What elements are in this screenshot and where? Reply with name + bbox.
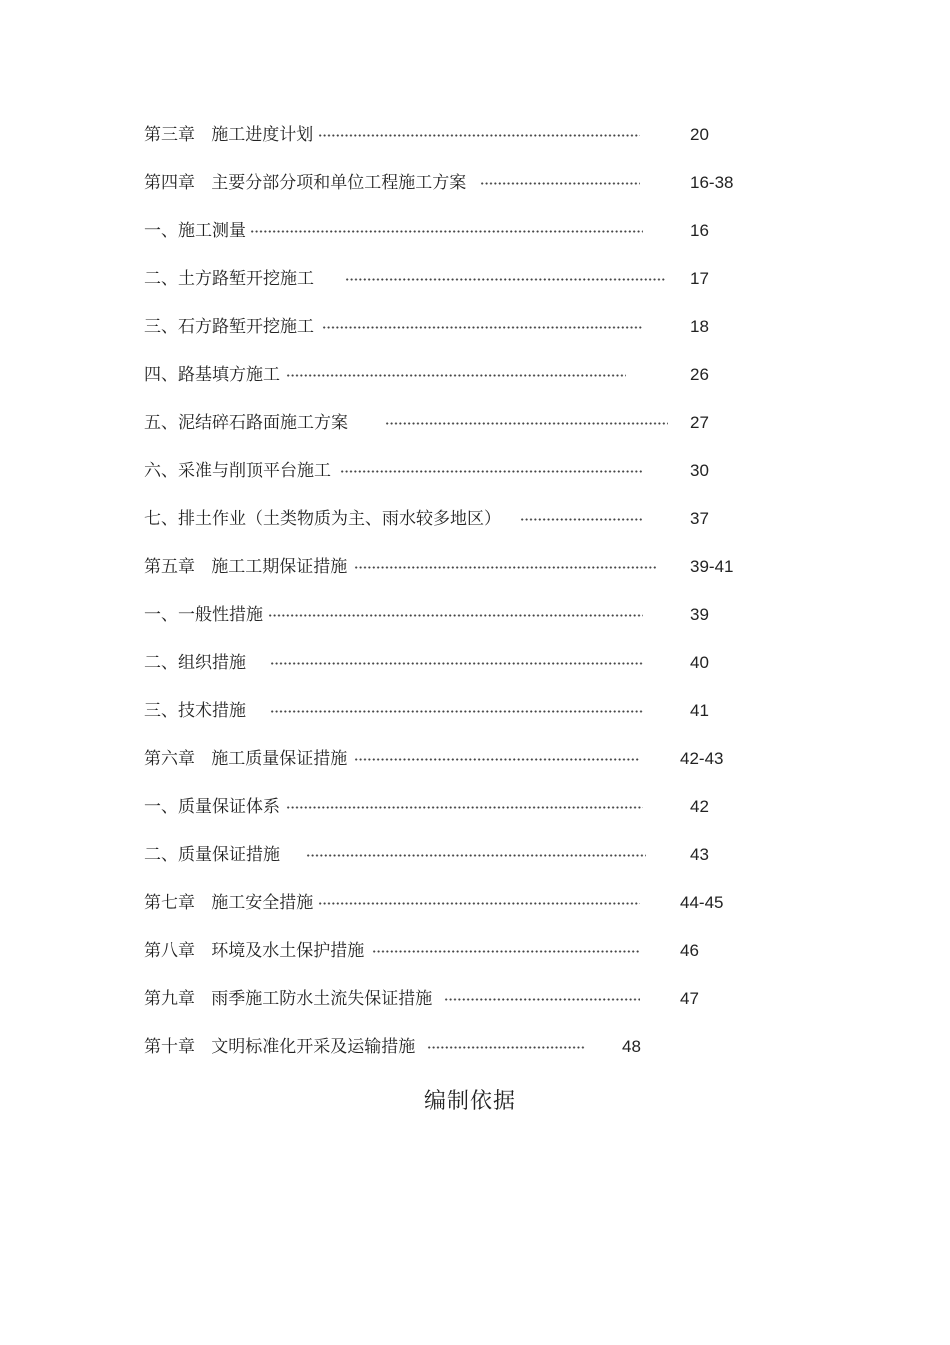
toc-entry xyxy=(0,698,950,724)
toc-entry-label: 第四章 主要分部分项和单位工程施工方案 xyxy=(144,173,467,193)
toc-entry-label: 一、质量保证体系 xyxy=(144,797,280,817)
toc-entry-label: 七、排土作业（土类物质为主、雨水较多地区） xyxy=(144,509,501,529)
toc-entry xyxy=(0,506,950,532)
toc-entry-ch7 xyxy=(0,890,950,916)
toc-entry-page: 26 xyxy=(690,365,709,384)
toc-entry-label: 第五章 施工工期保证措施 xyxy=(144,557,348,577)
dot-leader xyxy=(520,518,643,521)
toc-entry-label: 三、技术措施 xyxy=(144,701,246,721)
toc-entry-label: 二、质量保证措施 xyxy=(144,845,280,865)
dot-leader xyxy=(286,806,643,809)
toc-entry-page: 40 xyxy=(690,653,709,672)
toc-entry xyxy=(0,410,950,436)
toc-entry-ch9 xyxy=(0,986,950,1012)
toc-entry xyxy=(0,314,950,340)
toc-entry-label: 一、施工测量 xyxy=(144,221,246,241)
toc-entry-page: 41 xyxy=(690,701,709,720)
toc-entry xyxy=(0,650,950,676)
toc-entry xyxy=(0,266,950,292)
toc-entry-label: 五、泥结碎石路面施工方案 xyxy=(144,413,348,433)
toc-entry-ch4 xyxy=(0,170,950,196)
toc-entry-ch3 xyxy=(0,122,950,148)
toc-entry-label: 第六章 施工质量保证措施 xyxy=(144,749,348,769)
dot-leader xyxy=(480,182,640,185)
dot-leader xyxy=(286,374,626,377)
dot-leader xyxy=(372,950,640,953)
toc-entry-page: 37 xyxy=(690,509,709,528)
dot-leader xyxy=(340,470,643,473)
dot-leader xyxy=(354,758,640,761)
toc-entry-page: 43 xyxy=(690,845,709,864)
toc-entry-label: 第八章 环境及水土保护措施 xyxy=(144,941,365,961)
toc-entry-page: 39-41 xyxy=(690,557,734,576)
toc-entry-page: 42-43 xyxy=(680,749,724,768)
dot-leader xyxy=(345,278,665,281)
toc-entry-page: 18 xyxy=(690,317,709,336)
toc-entry-label: 第九章 雨季施工防水土流失保证措施 xyxy=(144,989,433,1009)
dot-leader xyxy=(322,326,643,329)
toc-entry-page: 16-38 xyxy=(690,173,734,192)
toc-entry xyxy=(0,362,950,388)
dot-leader xyxy=(270,710,643,713)
toc-entry-ch6 xyxy=(0,746,950,772)
toc-entry xyxy=(0,842,950,868)
toc-entry-page: 27 xyxy=(690,413,709,432)
dot-leader xyxy=(270,662,643,665)
dot-leader xyxy=(268,614,643,617)
toc-entry xyxy=(0,602,950,628)
dot-leader xyxy=(306,854,646,857)
toc-entry-page: 30 xyxy=(690,461,709,480)
toc-entry-page: 42 xyxy=(690,797,709,816)
toc-entry xyxy=(0,458,950,484)
toc-entry-label: 一、一般性措施 xyxy=(144,605,263,625)
toc-entry xyxy=(0,218,950,244)
toc-entry-label: 二、组织措施 xyxy=(144,653,246,673)
toc-entry-page: 48 xyxy=(622,1037,641,1056)
toc-entry-label: 六、采准与削顶平台施工 xyxy=(144,461,331,481)
toc-entry-page: 20 xyxy=(690,125,709,144)
toc-entry-label: 二、土方路堑开挖施工 xyxy=(144,269,314,289)
toc-entry-page: 17 xyxy=(690,269,709,288)
dot-leader xyxy=(444,998,640,1001)
toc-entry-ch8 xyxy=(0,938,950,964)
toc-entry-label: 第三章 施工进度计划 xyxy=(144,125,314,145)
toc-entry-label: 第十章 文明标准化开采及运输措施 xyxy=(144,1037,416,1057)
section-heading: 编制依据 xyxy=(423,1089,516,1114)
toc-entry-label: 第七章 施工安全措施 xyxy=(144,893,314,913)
dot-leader xyxy=(385,422,668,425)
dot-leader xyxy=(427,1046,585,1049)
dot-leader xyxy=(318,902,640,905)
toc-entry-label: 四、路基填方施工 xyxy=(144,365,280,385)
toc-entry-ch5 xyxy=(0,554,950,580)
toc-entry-page: 16 xyxy=(690,221,709,240)
dot-leader xyxy=(354,566,657,569)
toc-entry-page: 47 xyxy=(680,989,699,1008)
dot-leader xyxy=(250,230,643,233)
toc-entry-page: 39 xyxy=(690,605,709,624)
toc-entry xyxy=(0,794,950,820)
toc-entry-page: 44-45 xyxy=(680,893,724,912)
toc-entry-ch10 xyxy=(0,1034,950,1060)
toc-entry-label: 三、石方路堑开挖施工 xyxy=(144,317,314,337)
toc-entry-page: 46 xyxy=(680,941,699,960)
dot-leader xyxy=(318,134,640,137)
